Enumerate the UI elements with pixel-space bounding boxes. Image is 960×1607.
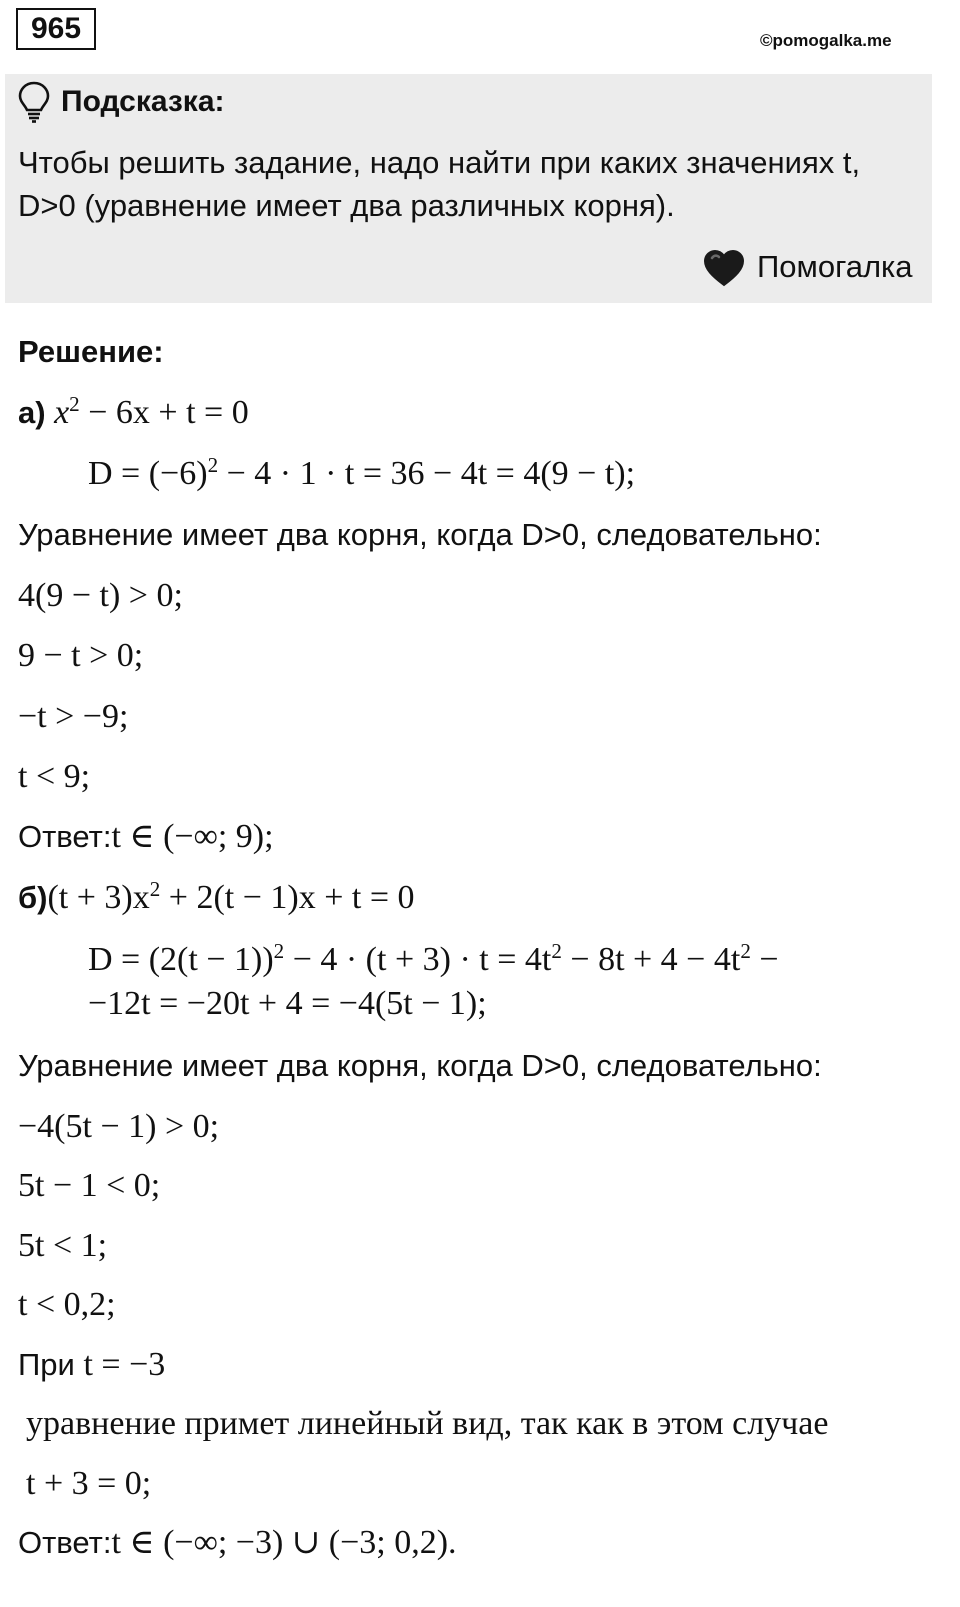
- hint-text-line-2: D>0 (уравнение имеет два различных корня).: [18, 188, 675, 223]
- part-a-equation: [18, 393, 249, 436]
- part-a-answer-math: t ∈ (−∞; 9);: [111, 818, 274, 855]
- part-b-d1-sup2: 2: [551, 939, 562, 964]
- hint-text-line-1: Чтобы решить задание, надо найти при каких значениях t,: [18, 145, 861, 180]
- solution-title: Решение:: [18, 334, 164, 369]
- part-a-eq-pre: x: [54, 394, 70, 431]
- lightbulb-icon: [17, 81, 51, 123]
- part-b-label: б): [18, 880, 48, 915]
- part-b-answer-label: Ответ:: [18, 1525, 112, 1560]
- part-a-label: а): [18, 395, 46, 430]
- task-number: 965: [16, 8, 96, 50]
- part-b-d1-a: D = (2(t − 1)): [88, 941, 274, 978]
- part-b-d1-d: −: [750, 941, 779, 978]
- brand-name: Помогалка: [757, 249, 913, 284]
- hint-title: Подсказка:: [61, 85, 225, 118]
- part-b-d1-c: − 8t + 4 − 4t: [561, 941, 741, 978]
- part-b-d1-sup1: 2: [273, 939, 285, 964]
- part-b-step-4: t < 0,2;: [18, 1286, 116, 1323]
- part-b-d1-sup3: 2: [740, 939, 751, 964]
- part-b-linear-note: уравнение примет линейный вид, так как в этом случае: [26, 1405, 829, 1442]
- part-b-answer-math: t ∈ (−∞; −3) ∪ (−3; 0,2).: [111, 1524, 457, 1561]
- part-b-when-math: t = −3: [83, 1346, 166, 1383]
- part-a-discriminant: [88, 454, 635, 497]
- part-a-d-sup: 2: [207, 453, 219, 478]
- part-a-step-3: −t > −9;: [18, 698, 129, 735]
- part-a-d-pre: D = (−6): [88, 455, 208, 492]
- part-a-eq-post: − 6x + t = 0: [79, 394, 249, 431]
- part-a-step-2: 9 − t > 0;: [18, 637, 144, 674]
- part-b-eq-sup: 2: [149, 877, 161, 902]
- part-b-step-3: 5t < 1;: [18, 1227, 108, 1264]
- copyright: ©pomogalka.me: [760, 31, 892, 50]
- part-a-answer: [18, 817, 274, 857]
- part-b-eq-post: + 2(t − 1)x + t = 0: [160, 879, 415, 916]
- heart-icon: [702, 248, 746, 288]
- part-a-answer-label: Ответ:: [18, 819, 112, 854]
- part-a-d-post: − 4 · 1 · t = 36 − 4t = 4(9 − t);: [218, 455, 636, 492]
- part-b-step-1: −4(5t − 1) > 0;: [18, 1108, 220, 1145]
- part-b-linear-math: t + 3 = 0;: [26, 1465, 152, 1502]
- part-a-condition: Уравнение имеет два корня, когда D>0, следовательно:: [18, 517, 822, 552]
- part-a-step-1: 4(9 − t) > 0;: [18, 577, 183, 614]
- part-a-step-4: t < 9;: [18, 758, 91, 795]
- part-b-eq-pre: (t + 3)x: [47, 879, 150, 916]
- part-b-step-2: 5t − 1 < 0;: [18, 1167, 161, 1204]
- part-b-discriminant-line-1: [88, 940, 779, 983]
- part-b-special-case: [18, 1345, 165, 1385]
- part-b-condition: Уравнение имеет два корня, когда D>0, следовательно:: [18, 1048, 822, 1083]
- part-b-answer: [18, 1523, 457, 1563]
- part-b-discriminant-line-2: −12t = −20t + 4 = −4(5t − 1);: [88, 985, 487, 1022]
- part-b-d1-b: − 4 · (t + 3) · t = 4t: [284, 941, 552, 978]
- part-b-when-label: При: [18, 1347, 84, 1382]
- part-a-eq-sup: 2: [69, 392, 80, 417]
- part-b-equation: [18, 878, 415, 921]
